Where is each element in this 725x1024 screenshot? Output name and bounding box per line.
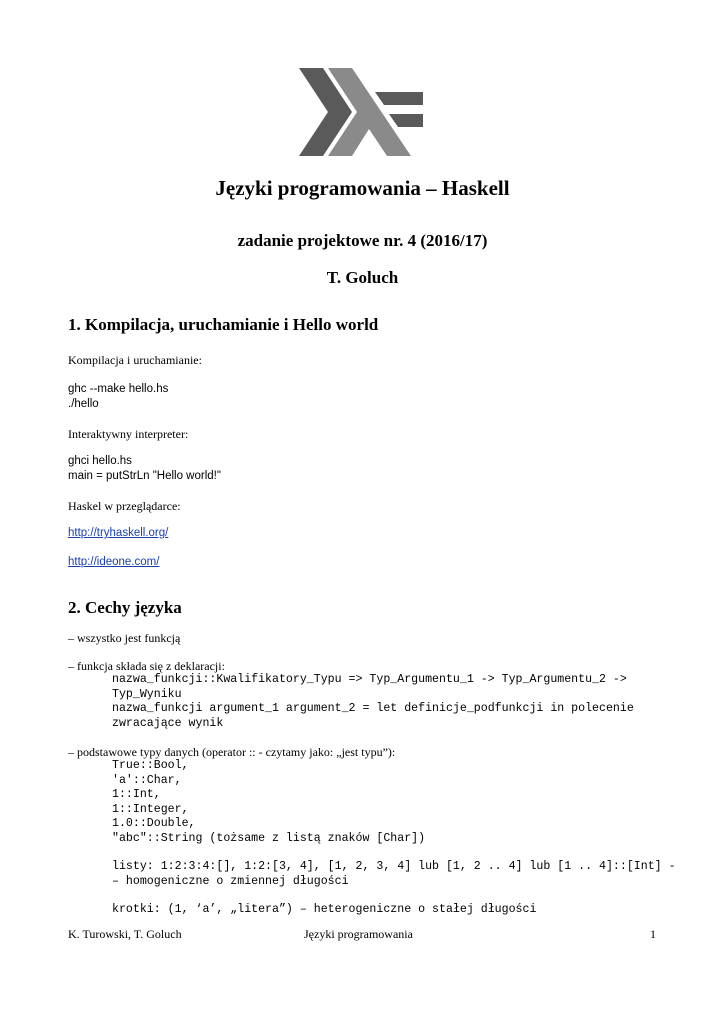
document-author: T. Goluch bbox=[326, 268, 399, 287]
types-code-line: True::Bool, bbox=[112, 759, 189, 772]
declaration-code-line: nazwa_funkcji argument_1 argument_2 = let definicje_podfunkcji in polecenie bbox=[112, 702, 634, 715]
interpreter-command-2: main = putStrLn "Hello world!" bbox=[68, 470, 221, 482]
types-code-line: 1.0::Double, bbox=[112, 817, 196, 830]
feature-item-declarations: – funkcja składa się z deklaracji: bbox=[68, 659, 225, 673]
document-subtitle: zadanie projektowe nr. 4 (2016/17) bbox=[237, 231, 488, 250]
declaration-code-line: Typ_Wyniku bbox=[112, 687, 182, 701]
compile-command-1: ghc --make hello.hs bbox=[68, 383, 169, 395]
section-1-heading: 1. Kompilacja, uruchamianie i Hello world bbox=[68, 315, 379, 334]
feature-item-functions: – wszystko jest funkcją bbox=[68, 631, 181, 645]
interpreter-label: Interaktywny interpreter: bbox=[68, 427, 189, 441]
ideone-link[interactable]: http://ideone.com/ bbox=[68, 556, 160, 568]
compile-label: Kompilacja i uruchamianie: bbox=[68, 353, 202, 367]
tuples-code-line: krotki: (1, ‘a’, „litera”) – heterogeniczne o stałej długości bbox=[112, 903, 537, 916]
compile-command-2: ./hello bbox=[68, 398, 99, 410]
declaration-code-line: zwracające wynik bbox=[112, 716, 224, 730]
browser-label: Haskel w przeglądarce: bbox=[68, 499, 181, 513]
interpreter-command-1: ghci hello.hs bbox=[68, 455, 132, 467]
section-2-heading: 2. Cechy języka bbox=[68, 598, 182, 617]
document-title: Języki programowania – Haskell bbox=[215, 176, 510, 200]
types-code-line: 1::Integer, bbox=[112, 802, 189, 816]
lists-code-line: listy: 1:2:3:4:[], 1:2:[3, 4], [1, 2, 3, 4] lub [1, 2 .. 4] lub [1 .. 4]::[Int] - bbox=[112, 860, 676, 873]
footer-authors: K. Turowski, T. Goluch bbox=[68, 927, 182, 941]
tryhaskell-link[interactable]: http://tryhaskell.org/ bbox=[68, 527, 169, 539]
declaration-code-line: nazwa_funkcji::Kwalifikatory_Typu => Typ_Argumentu_1 -> Typ_Argumentu_2 -> bbox=[112, 673, 627, 686]
footer-page-number: 1 bbox=[650, 927, 656, 941]
feature-item-types: – podstawowe typy danych (operator :: - czytamy jako: „jest typu”): bbox=[68, 745, 396, 759]
haskell-logo-icon bbox=[299, 68, 423, 156]
types-code-line: "abc"::String (tożsame z listą znaków [Char]) bbox=[112, 831, 426, 845]
lists-code-line: – homogeniczne o zmiennej długości bbox=[112, 874, 349, 888]
types-code-line: 'a'::Char, bbox=[112, 773, 182, 787]
footer-course: Języki programowania bbox=[304, 927, 413, 941]
types-code-line: 1::Int, bbox=[112, 788, 161, 801]
